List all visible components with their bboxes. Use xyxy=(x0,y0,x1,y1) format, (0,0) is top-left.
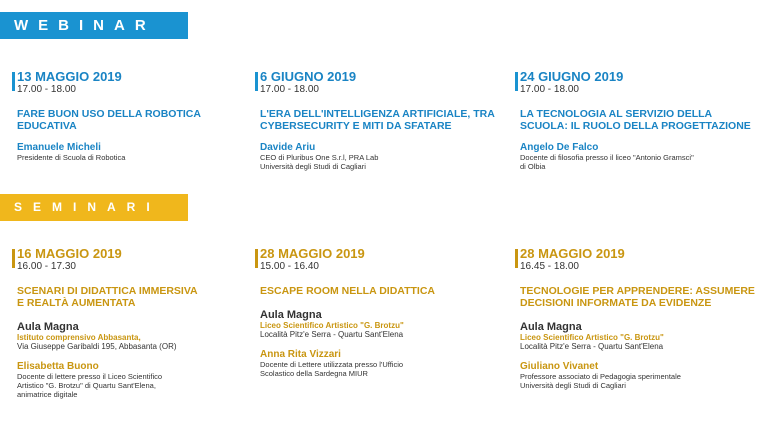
seminar-event-card xyxy=(260,247,510,378)
date-marker xyxy=(515,72,518,91)
event-date: 28 MAGGIO 2019 xyxy=(260,246,365,261)
event-title: LA TECNOLOGIA AL SERVIZIO DELLA SCUOLA: IL RUOLO DELLA PROGETTAZIONE xyxy=(520,108,751,132)
speaker-name: Giuliano Vivanet xyxy=(520,361,599,372)
event-date: 6 GIUGNO 2019 xyxy=(260,69,357,84)
speaker-role: Professore associato di Pedagogia sperimentale Università degli Studi di Cagliari xyxy=(520,372,681,390)
venue-institution: Istituto comprensivo Abbasanta, xyxy=(17,333,141,342)
webinar-event-card xyxy=(260,70,510,171)
seminari-banner: SEMINARI xyxy=(0,194,188,221)
date-marker xyxy=(255,249,258,268)
venue-name: Aula Magna xyxy=(260,309,322,321)
event-date: 13 MAGGIO 2019 xyxy=(17,69,122,84)
date-marker xyxy=(255,72,258,91)
venue-institution: Liceo Scientifico Artistico "G. Brotzu" xyxy=(260,321,404,330)
speaker-role: CEO di Pluribus One S.r.l, PRA Lab Università degli Studi di Cagliari xyxy=(260,153,379,171)
event-title: ESCAPE ROOM NELLA DIDATTICA xyxy=(260,285,435,297)
event-time: 17.00 - 18.00 xyxy=(520,84,579,95)
date-marker xyxy=(12,72,15,91)
seminar-event-card xyxy=(17,247,267,399)
event-title: SCENARI DI DIDATTICA IMMERSIVA E REALTÀ AUMENTATA xyxy=(17,285,198,309)
event-title: TECNOLOGIE PER APPRENDERE: ASSUMERE DECISIONI INFORMATE DA EVIDENZE xyxy=(520,285,755,309)
event-time: 15.00 - 16.40 xyxy=(260,261,319,272)
speaker-name: Emanuele Micheli xyxy=(17,142,101,153)
speaker-role: Docente di lettere presso il Liceo Scientifico Artistico "G. Brotzu" di Quartu Sant'Elena, animatrice digitale xyxy=(17,372,163,399)
seminar-event-card xyxy=(520,247,770,390)
event-date: 28 MAGGIO 2019 xyxy=(520,246,625,261)
speaker-name: Angelo De Falco xyxy=(520,142,599,153)
date-marker xyxy=(515,249,518,268)
event-time: 16.00 - 17.30 xyxy=(17,261,76,272)
venue-address: Via Giuseppe Garibaldi 195, Abbasanta (OR) xyxy=(17,342,177,351)
speaker-role: Docente di Lettere utilizzata presso l'Ufficio Scolastico della Sardegna MIUR xyxy=(260,360,404,378)
event-title: L'ERA DELL'INTELLIGENZA ARTIFICIALE, TRA CYBERSECURITY E MITI DA SFATARE xyxy=(260,108,495,132)
speaker-role: Presidente di Scuola di Robotica xyxy=(17,153,126,162)
venue-address: Località Pitz'e Serra - Quartu Sant'Elena xyxy=(260,330,404,339)
speaker-name: Elisabetta Buono xyxy=(17,361,99,372)
date-marker xyxy=(12,249,15,268)
venue-address: Località Pitz'e Serra - Quartu Sant'Elena xyxy=(520,342,664,351)
webinar-event-card xyxy=(520,70,770,171)
event-date: 16 MAGGIO 2019 xyxy=(17,246,122,261)
event-time: 17.00 - 18.00 xyxy=(17,84,76,95)
venue-name: Aula Magna xyxy=(520,321,582,333)
speaker-name: Davide Ariu xyxy=(260,142,316,153)
event-time: 16.45 - 18.00 xyxy=(520,261,579,272)
webinar-event-card xyxy=(17,70,267,162)
event-title: FARE BUON USO DELLA ROBOTICA EDUCATIVA xyxy=(17,108,201,132)
event-time: 17.00 - 18.00 xyxy=(260,84,319,95)
speaker-name: Anna Rita Vizzari xyxy=(260,349,341,360)
venue-name: Aula Magna xyxy=(17,321,79,333)
venue-institution: Liceo Scientifico Artistico "G. Brotzu" xyxy=(520,333,664,342)
event-date: 24 GIUGNO 2019 xyxy=(520,69,624,84)
speaker-role: Docente di filosofia presso il liceo "Antonio Gramsci" di Olbia xyxy=(520,153,694,171)
webinar-banner: WEBINAR xyxy=(0,12,188,39)
